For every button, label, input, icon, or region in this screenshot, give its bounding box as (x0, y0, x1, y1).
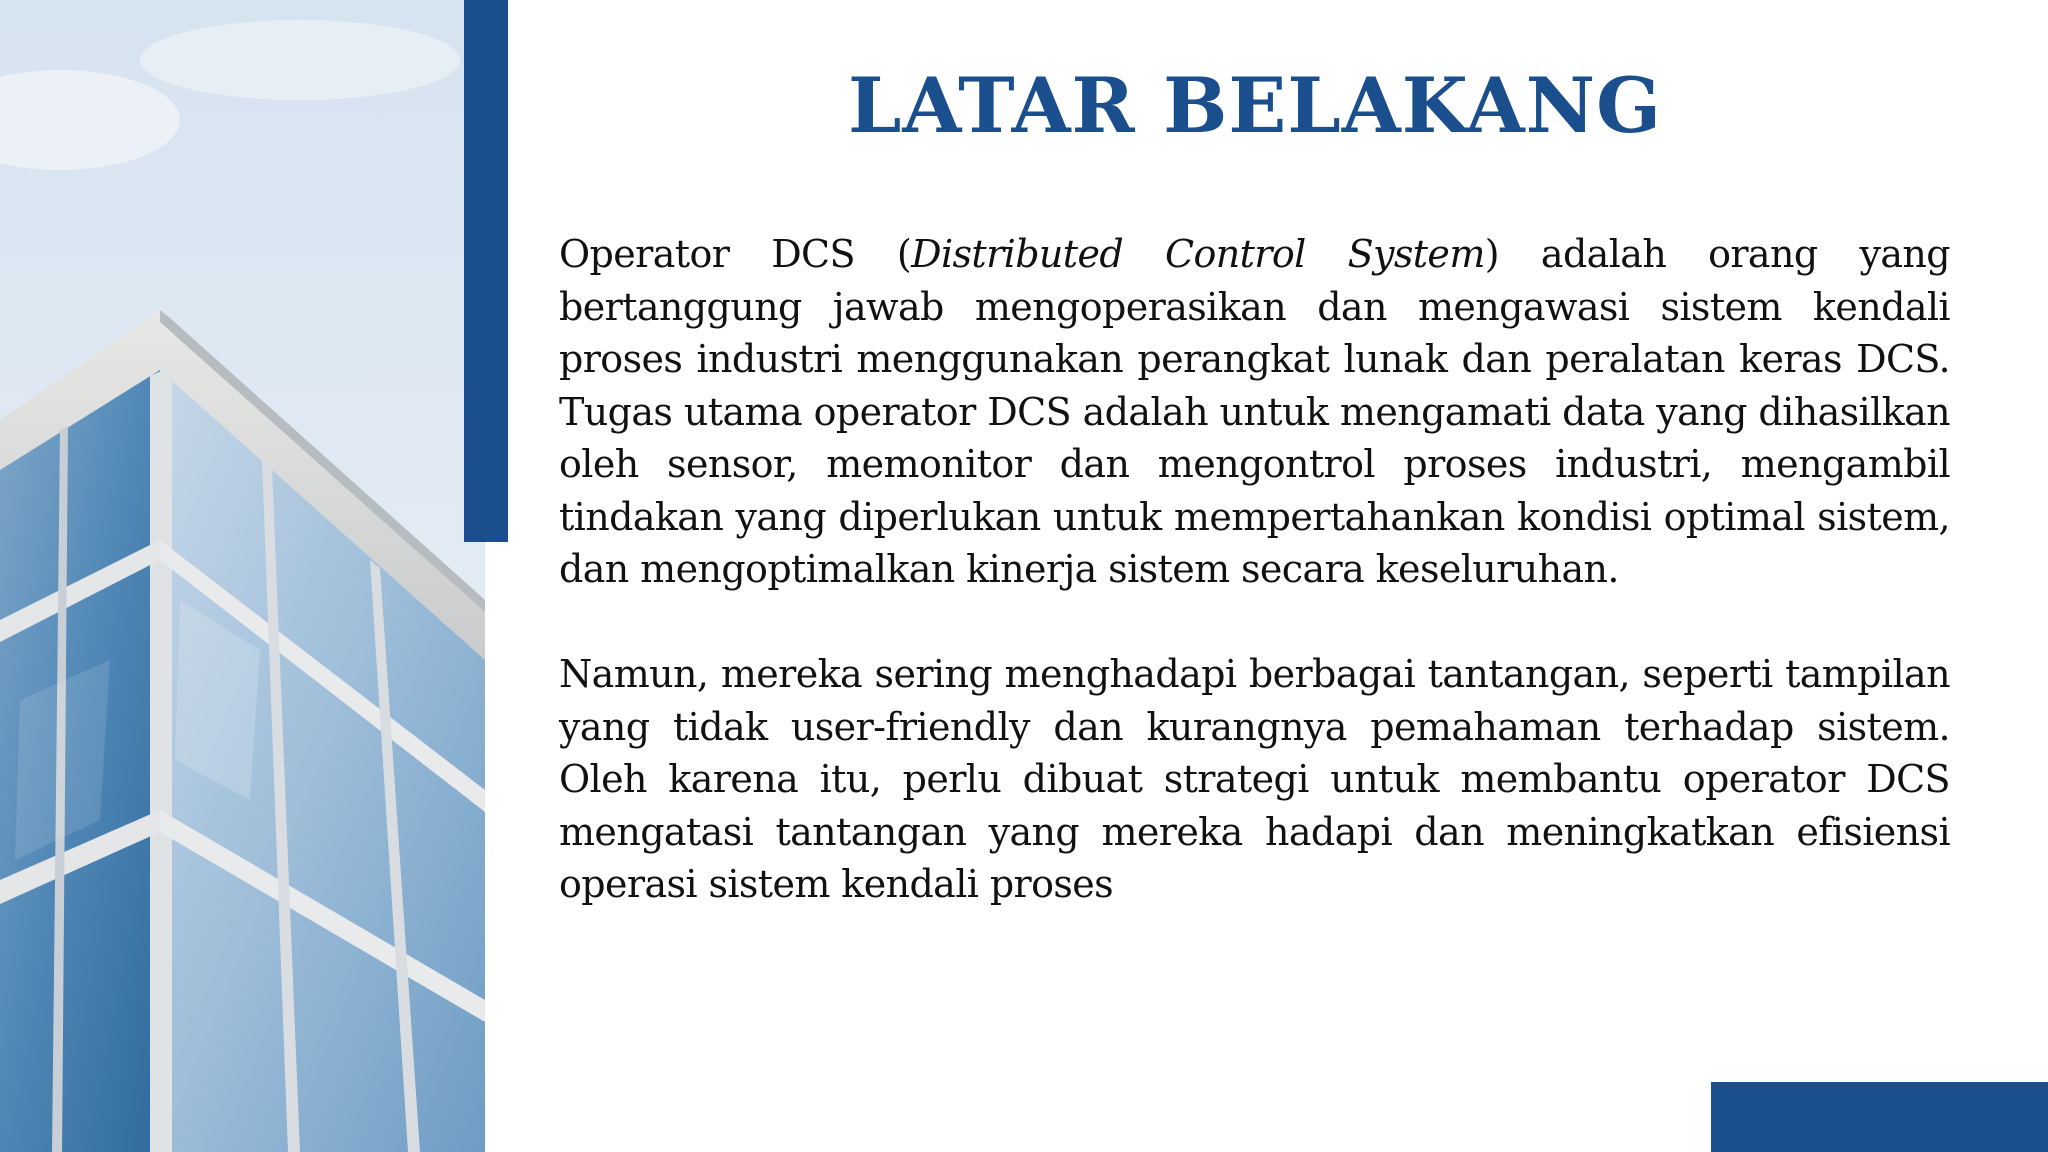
paragraph-1-italic-term: Distributed Control System (911, 232, 1485, 276)
paragraph-1 (559, 228, 1950, 596)
paragraph-1-start: Operator DCS ( (559, 232, 912, 276)
slide-title: LATAR BELAKANG (847, 61, 1663, 150)
building-illustration (0, 0, 485, 1152)
paragraph-1-rest: ) adalah orang yang bertanggung jawab mengoperasikan dan mengawasi sistem kendali proses industri menggunakan perangkat lunak dan peralatan keras DCS. Tugas utama operator DCS adalah untuk mengamati data yang dihasilkan oleh sensor, memonitor dan mengontrol proses industri, mengambil tindakan yang diperlukan untuk mempertahankan kondisi optimal sistem, dan mengoptimalkan kinerja sistem secara keseluruhan. (559, 232, 1951, 591)
accent-bar (464, 0, 508, 542)
paragraph-2: Namun, mereka sering menghadapi berbagai tantangan, seperti tampilan yang tidak user-friendly dan kurangnya pemahaman terhadap sistem. Oleh karena itu, perlu dibuat strategi untuk membantu operator DCS mengatasi tantangan yang mereka hadapi dan meningkatkan efisiensi operasi sistem kendali proses (559, 652, 1950, 906)
body-text (559, 228, 1950, 911)
corner-accent-block (1711, 1082, 2048, 1152)
building-photo (0, 0, 485, 1152)
